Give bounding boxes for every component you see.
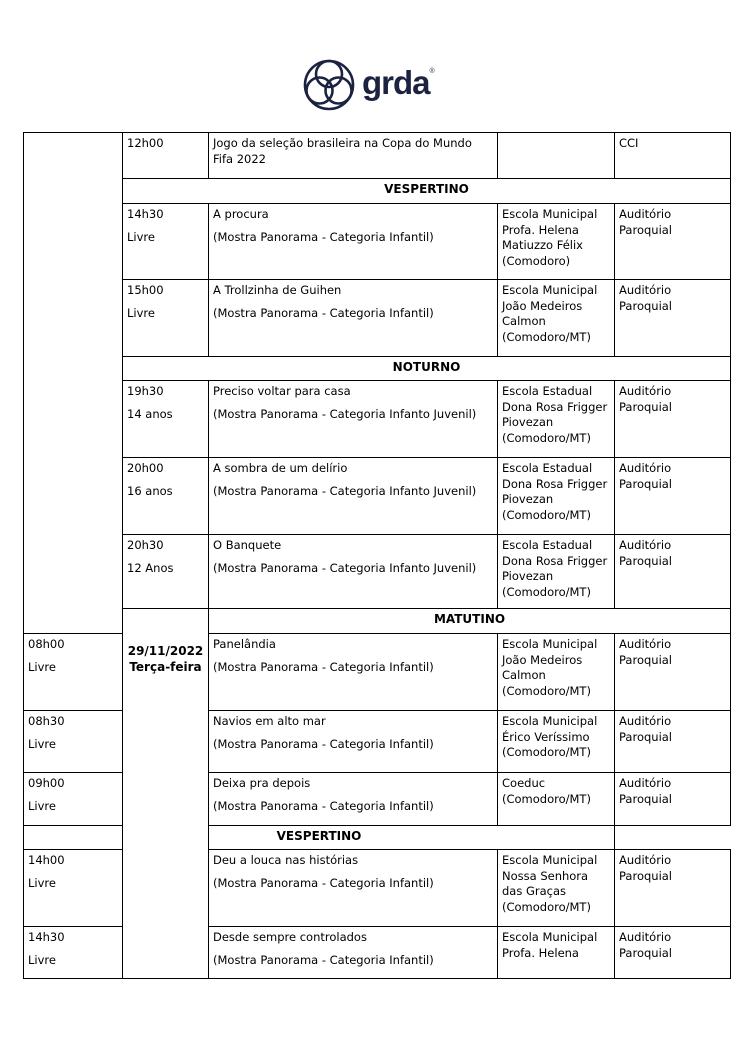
title-cell: Deu a louca nas histórias (Mostra Panorama - Categoria Infantil) [209, 850, 498, 927]
location-cell: CCI [615, 133, 731, 179]
school-cell: Escola Municipal João Medeiros Calmon (Comodoro/MT) [498, 634, 615, 711]
time-cell: 15h00 Livre [123, 280, 209, 357]
table-row [24, 381, 731, 458]
table-row [24, 458, 731, 535]
time-cell: 20h30 12 Anos [123, 535, 209, 609]
date-cell [123, 609, 209, 979]
location-cell: Auditório Paroquial [615, 850, 731, 927]
location-cell: Auditório Paroquial [615, 773, 731, 826]
title-cell: Deixa pra depois (Mostra Panorama - Categoria Infantil) [209, 773, 498, 826]
location-cell: Auditório Paroquial [615, 535, 731, 609]
school-cell: Escola Estadual Dona Rosa Frigger Piovezan (Comodoro/MT) [498, 381, 615, 458]
flower-logo-icon [302, 58, 356, 112]
school-cell: Escola Municipal Profa. Helena [498, 927, 615, 979]
period-row [24, 357, 731, 381]
table-row [24, 133, 731, 179]
time-cell: 14h30 Livre [123, 204, 209, 280]
time-cell: 08h00 Livre [24, 634, 123, 711]
location-cell: Auditório Paroquial [615, 634, 731, 711]
school-cell: Escola Estadual Dona Rosa Frigger Piovezan (Comodoro/MT) [498, 535, 615, 609]
school-cell: Escola Estadual Dona Rosa Frigger Piovezan (Comodoro/MT) [498, 458, 615, 535]
table-row [24, 204, 731, 280]
time-cell: 14h00 Livre [24, 850, 123, 927]
schedule-table [23, 132, 731, 979]
period-label: VESPERTINO [24, 826, 615, 850]
time-cell: 08h30 Livre [24, 711, 123, 773]
time-cell: 19h30 14 anos [123, 381, 209, 458]
title-cell: Jogo da seleção brasileira na Copa do Mundo Fifa 2022 [209, 133, 498, 179]
location-cell: Auditório Paroquial [615, 927, 731, 979]
period-label: MATUTINO [209, 609, 731, 634]
title-cell: Navios em alto mar (Mostra Panorama - Categoria Infantil) [209, 711, 498, 773]
title-cell: O Banquete (Mostra Panorama - Categoria Infanto Juvenil) [209, 535, 498, 609]
title-cell: A Trollzinha de Guihen (Mostra Panorama - Categoria Infantil) [209, 280, 498, 357]
registered-mark: ® [429, 68, 434, 75]
period-row [24, 179, 731, 204]
location-cell: Auditório Paroquial [615, 204, 731, 280]
location-cell: Auditório Paroquial [615, 711, 731, 773]
location-cell: Auditório Paroquial [615, 280, 731, 357]
title-cell: A procura (Mostra Panorama - Categoria Infantil) [209, 204, 498, 280]
brand-name: grda® [362, 64, 434, 101]
school-cell: Escola Municipal Profa. Helena Matiuzzo Félix (Comodoro) [498, 204, 615, 280]
school-cell [498, 133, 615, 179]
title-cell: A sombra de um delírio (Mostra Panorama - Categoria Infanto Juvenil) [209, 458, 498, 535]
title-cell: Panelândia (Mostra Panorama - Categoria Infantil) [209, 634, 498, 711]
school-cell: Coeduc (Comodoro/MT) [498, 773, 615, 826]
weekday-label: Terça-feira [129, 660, 202, 674]
location-cell: Auditório Paroquial [615, 381, 731, 458]
title-cell: Preciso voltar para casa (Mostra Panorama - Categoria Infanto Juvenil) [209, 381, 498, 458]
school-cell: Escola Municipal João Medeiros Calmon (Comodoro/MT) [498, 280, 615, 357]
brand-logo [302, 60, 452, 110]
time-cell: 14h30 Livre [24, 927, 123, 979]
time-cell: 12h00 [123, 133, 209, 179]
date-label: 29/11/2022 [127, 644, 204, 658]
period-label: NOTURNO [123, 357, 731, 381]
period-row [24, 826, 731, 850]
title-cell: Desde sempre controlados (Mostra Panorama - Categoria Infantil) [209, 927, 498, 979]
period-label: VESPERTINO [123, 179, 731, 204]
table-row [24, 280, 731, 357]
table-row [24, 535, 731, 609]
time-cell: 09h00 Livre [24, 773, 123, 826]
date-cell [24, 133, 123, 634]
period-row [24, 609, 731, 634]
time-cell: 20h00 16 anos [123, 458, 209, 535]
location-cell: Auditório Paroquial [615, 458, 731, 535]
school-cell: Escola Municipal Érico Veríssimo (Comodoro/MT) [498, 711, 615, 773]
school-cell: Escola Municipal Nossa Senhora das Graças (Comodoro/MT) [498, 850, 615, 927]
